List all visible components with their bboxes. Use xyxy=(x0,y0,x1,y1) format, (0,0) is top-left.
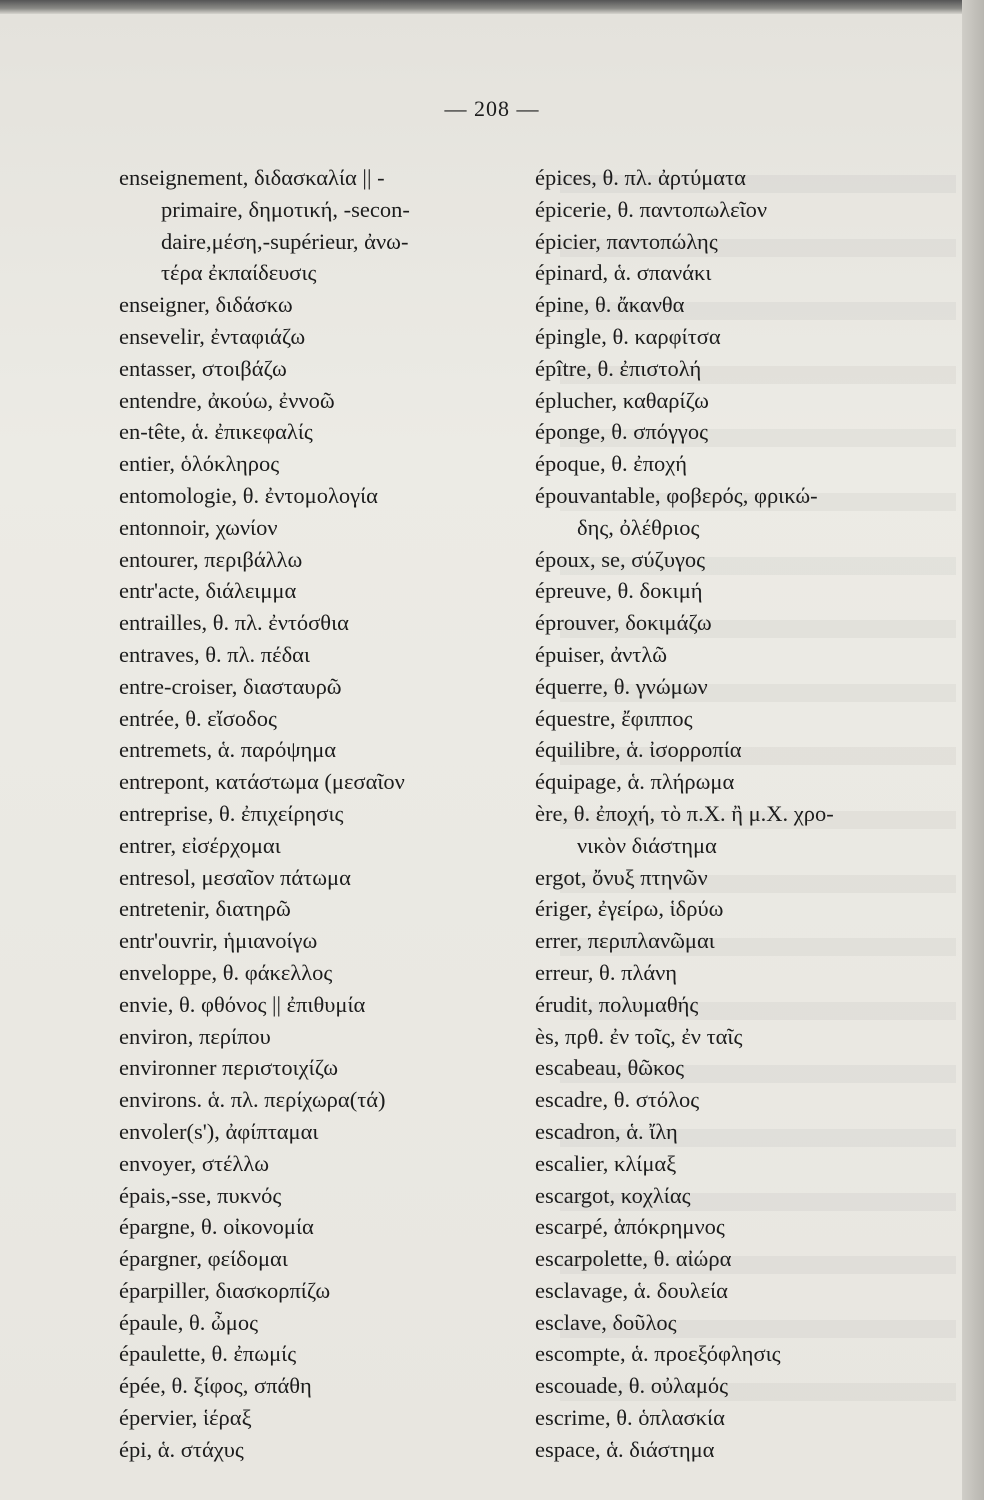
dictionary-entry: ériger, ἐγείρω, ἱδρύω xyxy=(535,896,724,922)
dictionary-entry: épicerie, θ. παντοπωλεῖον xyxy=(535,196,768,222)
dictionary-entry: esclavage, ἁ. δουλεία xyxy=(535,1277,728,1303)
page-top-edge xyxy=(0,0,984,14)
dictionary-entry: épargne, θ. οἰκονομία xyxy=(119,1214,314,1240)
dictionary-entry: épices, θ. πλ. ἀρτύματα xyxy=(535,165,746,190)
dictionary-entry: épouvantable, φοβερός, φρικώ- xyxy=(535,482,818,508)
dictionary-entry: éponge, θ. σπόγγος xyxy=(535,419,709,445)
dictionary-entry: épaulette, θ. ἐπωμίς xyxy=(119,1341,297,1367)
dictionary-entry: entresol, μεσαῖον πάτωμα xyxy=(119,864,351,890)
dictionary-entry: en-tête, ἁ. ἐπικεφαλίς xyxy=(119,419,313,445)
dictionary-entry: épuiser, ἀντλῶ xyxy=(535,641,668,667)
dictionary-entry: épinard, ἁ. σπανάκι xyxy=(535,260,712,286)
dictionary-entry: équerre, θ. γνώμων xyxy=(535,673,708,699)
dictionary-entry: entendre, ἀκούω, ἐννοῶ xyxy=(119,387,335,413)
dictionary-entry: entourer, περιβάλλω xyxy=(119,546,303,572)
dictionary-entry: entonnoir, χωνίον xyxy=(119,514,278,540)
dictionary-entry: escompte, ἁ. προεξόφλησις xyxy=(535,1341,781,1367)
dictionary-entry: épi, ἁ. στάχυς xyxy=(119,1436,244,1462)
dictionary-entry: escarpé, ἀπόκρημνος xyxy=(535,1214,725,1240)
dictionary-entry: daire,μέση,-supérieur, ἀνω- xyxy=(161,228,409,254)
dictionary-entry: époux, se, σύζυγος xyxy=(535,546,706,572)
dictionary-entry: équilibre, ἁ. ἰσορροπία xyxy=(535,737,742,763)
dictionary-entry: enveloppe, θ. φάκελλος xyxy=(119,959,333,985)
dictionary-entry: escarpolette, θ. αἰώρα xyxy=(535,1246,732,1272)
dictionary-entry: escargot, κοχλίας xyxy=(535,1182,691,1208)
dictionary-entry: épicier, παντοπώλης xyxy=(535,228,718,254)
dictionary-entry: entre-croiser, διασταυρῶ xyxy=(119,673,342,699)
dictionary-entry: escabeau, θῶκος xyxy=(535,1055,685,1081)
dictionary-entry: escouade, θ. οὐλαμός xyxy=(535,1373,729,1399)
page-number: — 208 — xyxy=(444,96,540,121)
dictionary-entry: ès, πρθ. ἐν τοῖς, ἐν ταῖς xyxy=(535,1023,743,1049)
dictionary-entry: enseignement, διδασκαλία || - xyxy=(119,165,385,190)
dictionary-entry: entraves, θ. πλ. πέδαι xyxy=(119,641,311,667)
dictionary-entry: envoyer, στέλλω xyxy=(119,1150,270,1176)
dictionary-entry: environner περιστοιχίζω xyxy=(119,1055,339,1081)
dictionary-entry: τέρα ἐκπαίδευσις xyxy=(161,260,317,286)
dictionary-entry: ensevelir, ἐνταφιάζω xyxy=(119,323,306,349)
dictionary-entry: environs. ἁ. πλ. περίχωρα(τά) xyxy=(119,1087,386,1113)
left-column xyxy=(119,162,519,1466)
dictionary-entry: épée, θ. ξίφος, σπάθη xyxy=(119,1373,312,1399)
dictionary-entry: entr'acte, διάλειμμα xyxy=(119,578,297,604)
dictionary-entry: entomologie, θ. ἐντομολογία xyxy=(119,482,378,508)
dictionary-entry: épaule, θ. ὦμος xyxy=(119,1309,259,1335)
dictionary-entry: épingle, θ. καρφίτσα xyxy=(535,323,721,349)
dictionary-entry: entreprise, θ. ἐπιχείρησις xyxy=(119,800,344,826)
dictionary-entry: épreuve, θ. δοκιμή xyxy=(535,578,703,604)
dictionary-entry: environ, περίπου xyxy=(119,1023,271,1049)
right-column xyxy=(535,162,945,1466)
dictionary-entry: entretenir, διατηρῶ xyxy=(119,896,291,922)
dictionary-entry: primaire, δημοτική, -secon- xyxy=(161,196,410,222)
dictionary-entry: entremets, ἁ. παρόψημα xyxy=(119,737,337,763)
dictionary-entry: épître, θ. ἐπιστολή xyxy=(535,355,702,381)
dictionary-entry: entrepont, κατάστωμα (μεσαῖον xyxy=(119,769,405,795)
dictionary-entry: épervier, ἱέραξ xyxy=(119,1405,252,1431)
dictionary-entry: entrailles, θ. πλ. ἐντόσθια xyxy=(119,610,349,636)
dictionary-entry: équestre, ἔφιππος xyxy=(535,705,693,731)
dictionary-entry: entrer, εἰσέρχομαι xyxy=(119,832,281,858)
dictionary-entry: équipage, ἁ. πλήρωμα xyxy=(535,769,735,795)
dictionary-entry: esclave, δοῦλος xyxy=(535,1309,677,1335)
dictionary-entry: envie, θ. φθόνος || ἐπιθυμία xyxy=(119,991,366,1017)
dictionary-entry: éparpiller, διασκορπίζω xyxy=(119,1277,331,1303)
dictionary-entry: νικὸν διάστημα xyxy=(577,832,717,858)
dictionary-entry: érudit, πολυμαθής xyxy=(535,991,699,1017)
dictionary-entry: erreur, θ. πλάνη xyxy=(535,959,678,985)
dictionary-entry: épine, θ. ἄκανθα xyxy=(535,292,685,318)
dictionary-entry: espace, ἁ. διάστημα xyxy=(535,1436,715,1462)
dictionary-entry: épais,-sse, πυκνός xyxy=(119,1182,282,1208)
dictionary-entry: entasser, στοιβάζω xyxy=(119,355,287,381)
page-right-edge xyxy=(962,0,984,1500)
dictionary-entry: errer, περιπλανῶμαι xyxy=(535,928,715,954)
dictionary-entry: escalier, κλίμαξ xyxy=(535,1150,677,1176)
dictionary-entry: escadron, ἁ. ἴλη xyxy=(535,1118,678,1144)
dictionary-entry: entr'ouvrir, ἡμιανοίγω xyxy=(119,928,318,954)
dictionary-entry: escrime, θ. ὁπλασκία xyxy=(535,1405,725,1431)
dictionary-entry: épargner, φείδομαι xyxy=(119,1246,288,1272)
dictionary-entry: éprouver, δοκιμάζω xyxy=(535,610,712,636)
dictionary-entry: enseigner, διδάσκω xyxy=(119,292,293,318)
dictionary-entry: envoler(s'), ἀφίπταμαι xyxy=(119,1118,319,1144)
dictionary-entry: ère, θ. ἐποχή, τὸ π.Χ. ἢ μ.Χ. χρο- xyxy=(535,800,834,826)
dictionary-entry: époque, θ. ἐποχή xyxy=(535,451,688,477)
dictionary-entry: escadre, θ. στόλος xyxy=(535,1087,700,1113)
dictionary-entry: ergot, ὄνυξ πτηνῶν xyxy=(535,864,708,890)
dictionary-entry: entier, ὁλόκληρος xyxy=(119,451,280,477)
dictionary-entry: éplucher, καθαρίζω xyxy=(535,387,709,413)
dictionary-entry: δης, ὀλέθριος xyxy=(577,514,700,540)
dictionary-entry: entrée, θ. εἴσοδος xyxy=(119,705,277,731)
